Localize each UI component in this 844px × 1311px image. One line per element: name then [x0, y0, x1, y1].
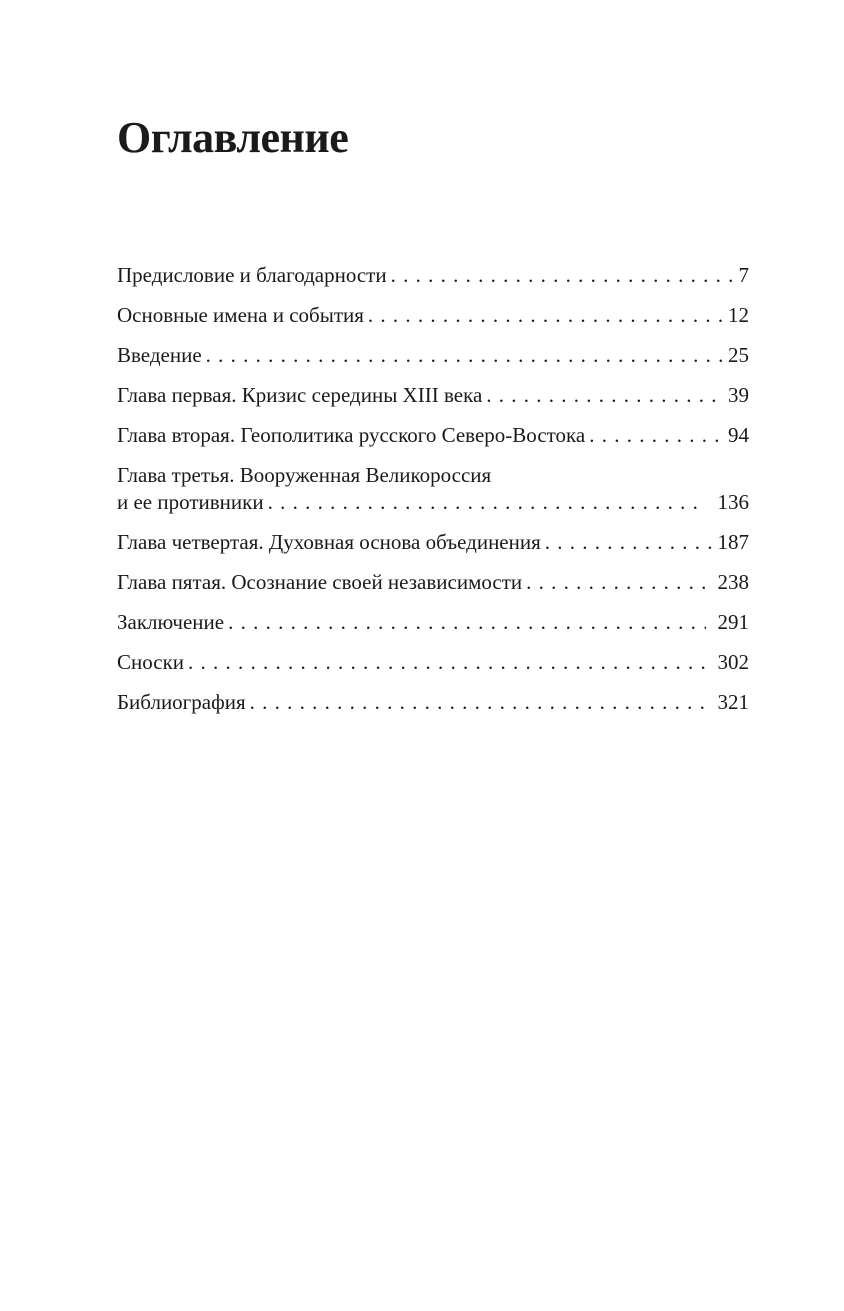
toc-line — [117, 609, 749, 636]
toc-line — [117, 262, 749, 289]
toc-entry-chapter-4[interactable] — [117, 529, 749, 556]
toc-line — [117, 569, 749, 596]
toc-page-number: 39 — [728, 383, 749, 407]
toc-page-number: 136 — [717, 490, 749, 514]
dot-leader — [206, 342, 724, 369]
toc-entry-title-line1: Глава третья. Вооруженная Великороссия — [117, 463, 492, 487]
dot-leader — [486, 382, 724, 409]
toc-entry-chapter-3[interactable] — [117, 462, 749, 516]
toc-page-number: 238 — [717, 570, 749, 594]
page-title: Оглавление — [117, 113, 349, 162]
toc-entry-chapter-1[interactable] — [117, 382, 749, 409]
toc-page-number: 321 — [717, 690, 749, 714]
toc-line — [117, 422, 749, 449]
dot-leader — [188, 649, 705, 676]
dot-leader — [368, 302, 724, 329]
toc-entry-title: Сноски — [117, 650, 185, 674]
toc-entry-title: Глава четвертая. Духовная основа объединения — [117, 530, 541, 554]
toc-line — [117, 489, 749, 516]
toc-page-number: 187 — [717, 530, 749, 554]
toc-entry-bibliography[interactable] — [117, 689, 749, 716]
toc-entry-title: и ее противники — [117, 490, 264, 514]
toc-entry-title: Заключение — [117, 610, 225, 634]
toc-line — [117, 649, 749, 676]
toc-page-number: 302 — [717, 650, 749, 674]
toc-entry-preface[interactable] — [117, 262, 749, 289]
toc-entry-introduction[interactable] — [117, 342, 749, 369]
toc-line — [117, 382, 749, 409]
toc-entry-conclusion[interactable] — [117, 609, 749, 636]
toc-entry-title: Основные имена и события — [117, 303, 364, 327]
toc-entry-chapter-2[interactable] — [117, 422, 749, 449]
toc-entry-title: Глава пятая. Осознание своей независимости — [117, 570, 523, 594]
toc-entry-title: Библиография — [117, 690, 246, 714]
toc-entry-title: Введение — [117, 343, 202, 367]
toc-line — [117, 342, 749, 369]
toc-entry-chapter-5[interactable] — [117, 569, 749, 596]
dot-leader — [268, 489, 706, 516]
toc-entry-notes[interactable] — [117, 649, 749, 676]
dot-leader — [250, 689, 706, 716]
table-of-contents — [117, 262, 749, 729]
dot-leader — [228, 609, 705, 636]
toc-line — [117, 529, 749, 556]
toc-page-number: 291 — [717, 610, 749, 634]
toc-page-number: 12 — [728, 303, 749, 327]
toc-entry-names-events[interactable] — [117, 302, 749, 329]
toc-entry-title: Глава вторая. Геополитика русского Северо-Востока — [117, 423, 586, 447]
toc-entry-title: Предисловие и благодарности — [117, 263, 387, 287]
dot-leader — [526, 569, 705, 596]
dot-leader — [391, 262, 735, 289]
toc-page-number: 25 — [728, 343, 749, 367]
toc-line — [117, 302, 749, 329]
toc-line — [117, 689, 749, 716]
toc-page-number: 7 — [738, 263, 749, 287]
dot-leader — [589, 422, 724, 449]
toc-page-number: 94 — [728, 423, 749, 447]
dot-leader — [545, 529, 714, 556]
toc-entry-title: Глава первая. Кризис середины XIII века — [117, 383, 483, 407]
